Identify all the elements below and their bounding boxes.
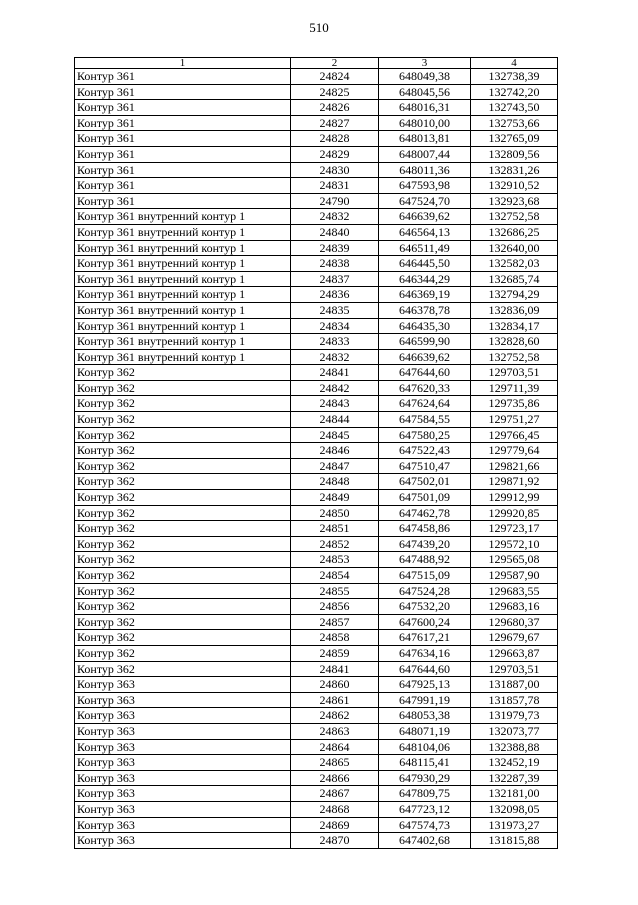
table-row	[75, 287, 558, 303]
point-number-cell: 24845	[291, 427, 379, 443]
table-row	[75, 334, 558, 350]
table-row	[75, 786, 558, 802]
coordinate-x-cell: 647809,75	[379, 786, 471, 802]
point-number-cell: 24829	[291, 146, 379, 162]
contour-name-cell: Контур 362	[75, 645, 291, 661]
table-row	[75, 817, 558, 833]
contour-name-cell: Контур 362	[75, 552, 291, 568]
contour-name-cell: Контур 361 внутренний контур 1	[75, 271, 291, 287]
table-row	[75, 240, 558, 256]
point-number-cell: 24848	[291, 474, 379, 490]
coordinate-x-cell: 646639,62	[379, 349, 471, 365]
contour-name-cell: Контур 361	[75, 131, 291, 147]
contour-name-cell: Контур 363	[75, 833, 291, 849]
coordinate-y-cell: 132765,09	[471, 131, 558, 147]
coordinate-y-cell: 129779,64	[471, 443, 558, 459]
coordinate-y-cell: 129751,27	[471, 412, 558, 428]
point-number-cell: 24853	[291, 552, 379, 568]
table-body	[75, 69, 558, 849]
coordinate-x-cell: 646511,49	[379, 240, 471, 256]
table-row	[75, 349, 558, 365]
point-number-cell: 24855	[291, 583, 379, 599]
point-number-cell: 24836	[291, 287, 379, 303]
coordinate-y-cell: 129920,85	[471, 505, 558, 521]
coordinate-y-cell: 131887,00	[471, 677, 558, 693]
contour-name-cell: Контур 362	[75, 412, 291, 428]
coordinate-x-cell: 647925,13	[379, 677, 471, 693]
table-row	[75, 443, 558, 459]
table-row	[75, 412, 558, 428]
coordinate-x-cell: 648104,06	[379, 739, 471, 755]
coordinate-y-cell: 132923,68	[471, 193, 558, 209]
coordinate-x-cell: 647502,01	[379, 474, 471, 490]
coordinate-x-cell: 647644,60	[379, 661, 471, 677]
coordinate-y-cell: 132753,66	[471, 115, 558, 131]
coordinate-x-cell: 646435,30	[379, 318, 471, 334]
contour-name-cell: Контур 362	[75, 583, 291, 599]
contour-name-cell: Контур 362	[75, 661, 291, 677]
point-number-cell: 24841	[291, 661, 379, 677]
table-row	[75, 692, 558, 708]
point-number-cell: 24865	[291, 755, 379, 771]
contour-name-cell: Контур 362	[75, 630, 291, 646]
point-number-cell: 24854	[291, 568, 379, 584]
table-row	[75, 708, 558, 724]
contour-name-cell: Контур 362	[75, 443, 291, 459]
contour-name-cell: Контур 362	[75, 427, 291, 443]
coordinate-y-cell: 132073,77	[471, 723, 558, 739]
coordinate-y-cell: 129766,45	[471, 427, 558, 443]
coordinates-table	[74, 57, 558, 849]
coordinate-x-cell: 647930,29	[379, 770, 471, 786]
column-header-4: 4	[471, 58, 558, 69]
coordinate-y-cell: 132752,58	[471, 209, 558, 225]
coordinate-y-cell: 129711,39	[471, 380, 558, 396]
point-number-cell: 24868	[291, 801, 379, 817]
contour-name-cell: Контур 362	[75, 396, 291, 412]
point-number-cell: 24869	[291, 817, 379, 833]
contour-name-cell: Контур 362	[75, 599, 291, 615]
table-row	[75, 755, 558, 771]
coordinate-y-cell: 129663,87	[471, 645, 558, 661]
table-row	[75, 131, 558, 147]
table-row	[75, 505, 558, 521]
coordinate-x-cell: 647584,55	[379, 412, 471, 428]
coordinate-x-cell: 647617,21	[379, 630, 471, 646]
contour-name-cell: Контур 361	[75, 69, 291, 85]
table-row	[75, 723, 558, 739]
contour-name-cell: Контур 362	[75, 380, 291, 396]
table-row	[75, 302, 558, 318]
point-number-cell: 24838	[291, 256, 379, 272]
table-header-row	[75, 58, 558, 69]
contour-name-cell: Контур 362	[75, 521, 291, 537]
point-number-cell: 24843	[291, 396, 379, 412]
contour-name-cell: Контур 361 внутренний контур 1	[75, 334, 291, 350]
table-row	[75, 100, 558, 116]
point-number-cell: 24857	[291, 614, 379, 630]
column-header-1: 1	[75, 58, 291, 69]
coordinate-y-cell: 132738,39	[471, 69, 558, 85]
table-row	[75, 193, 558, 209]
coordinate-y-cell: 129565,08	[471, 552, 558, 568]
contour-name-cell: Контур 361	[75, 84, 291, 100]
coordinate-y-cell: 129871,92	[471, 474, 558, 490]
contour-name-cell: Контур 361	[75, 178, 291, 194]
contour-name-cell: Контур 361 внутренний контур 1	[75, 224, 291, 240]
contour-name-cell: Контур 363	[75, 817, 291, 833]
coordinate-x-cell: 647524,28	[379, 583, 471, 599]
coordinate-x-cell: 648049,38	[379, 69, 471, 85]
contour-name-cell: Контур 361	[75, 193, 291, 209]
point-number-cell: 24828	[291, 131, 379, 147]
coordinate-x-cell: 647991,19	[379, 692, 471, 708]
contour-name-cell: Контур 361 внутренний контур 1	[75, 287, 291, 303]
table-row	[75, 458, 558, 474]
point-number-cell: 24825	[291, 84, 379, 100]
point-number-cell: 24835	[291, 302, 379, 318]
coordinate-x-cell: 647488,92	[379, 552, 471, 568]
point-number-cell: 24870	[291, 833, 379, 849]
table-row	[75, 552, 558, 568]
point-number-cell: 24867	[291, 786, 379, 802]
coordinate-y-cell: 132181,00	[471, 786, 558, 802]
coordinate-y-cell: 131815,88	[471, 833, 558, 849]
coordinate-y-cell: 132828,60	[471, 334, 558, 350]
column-header-3: 3	[379, 58, 471, 69]
coordinate-x-cell: 647501,09	[379, 490, 471, 506]
table-row	[75, 256, 558, 272]
point-number-cell: 24841	[291, 365, 379, 381]
page-number: 510	[309, 20, 329, 35]
contour-name-cell: Контур 361 внутренний контур 1	[75, 349, 291, 365]
point-number-cell: 24850	[291, 505, 379, 521]
point-number-cell: 24864	[291, 739, 379, 755]
table-row	[75, 115, 558, 131]
point-number-cell: 24856	[291, 599, 379, 615]
coordinate-y-cell: 129683,55	[471, 583, 558, 599]
point-number-cell: 24840	[291, 224, 379, 240]
table-row	[75, 224, 558, 240]
contour-name-cell: Контур 363	[75, 801, 291, 817]
contour-name-cell: Контур 363	[75, 786, 291, 802]
coordinate-y-cell: 132686,25	[471, 224, 558, 240]
point-number-cell: 24839	[291, 240, 379, 256]
coordinate-x-cell: 648010,00	[379, 115, 471, 131]
coordinate-x-cell: 647524,70	[379, 193, 471, 209]
point-number-cell: 24852	[291, 536, 379, 552]
coordinate-y-cell: 129680,37	[471, 614, 558, 630]
contour-name-cell: Контур 363	[75, 677, 291, 693]
table-row	[75, 380, 558, 396]
table-row	[75, 178, 558, 194]
point-number-cell: 24830	[291, 162, 379, 178]
coordinate-x-cell: 647532,20	[379, 599, 471, 615]
point-number-cell: 24851	[291, 521, 379, 537]
coordinate-y-cell: 132910,52	[471, 178, 558, 194]
contour-name-cell: Контур 361 внутренний контур 1	[75, 240, 291, 256]
table-row	[75, 568, 558, 584]
table-row	[75, 801, 558, 817]
contour-name-cell: Контур 361	[75, 100, 291, 116]
coordinate-x-cell: 646445,50	[379, 256, 471, 272]
contour-name-cell: Контур 362	[75, 614, 291, 630]
coordinate-x-cell: 647515,09	[379, 568, 471, 584]
point-number-cell: 24844	[291, 412, 379, 428]
coordinate-y-cell: 132640,00	[471, 240, 558, 256]
coordinate-x-cell: 647462,78	[379, 505, 471, 521]
coordinate-y-cell: 129683,16	[471, 599, 558, 615]
point-number-cell: 24866	[291, 770, 379, 786]
coordinate-y-cell: 129723,17	[471, 521, 558, 537]
coordinate-y-cell: 132743,50	[471, 100, 558, 116]
contour-name-cell: Контур 362	[75, 458, 291, 474]
coordinate-x-cell: 646564,13	[379, 224, 471, 240]
point-number-cell: 24837	[291, 271, 379, 287]
point-number-cell: 24842	[291, 380, 379, 396]
coordinate-x-cell: 648016,31	[379, 100, 471, 116]
contour-name-cell: Контур 363	[75, 708, 291, 724]
coordinate-y-cell: 132836,09	[471, 302, 558, 318]
coordinate-x-cell: 647458,86	[379, 521, 471, 537]
table-row	[75, 490, 558, 506]
contour-name-cell: Контур 361 внутренний контур 1	[75, 318, 291, 334]
point-number-cell: 24827	[291, 115, 379, 131]
coordinate-y-cell: 132794,29	[471, 287, 558, 303]
coordinate-y-cell: 131973,27	[471, 817, 558, 833]
contour-name-cell: Контур 363	[75, 770, 291, 786]
contour-name-cell: Контур 361 внутренний контур 1	[75, 256, 291, 272]
table-row	[75, 271, 558, 287]
coordinate-y-cell: 129703,51	[471, 365, 558, 381]
point-number-cell: 24846	[291, 443, 379, 459]
point-number-cell: 24831	[291, 178, 379, 194]
coordinate-y-cell: 132742,20	[471, 84, 558, 100]
point-number-cell: 24860	[291, 677, 379, 693]
coordinate-y-cell: 129703,51	[471, 661, 558, 677]
coordinate-x-cell: 647620,33	[379, 380, 471, 396]
table-row	[75, 661, 558, 677]
point-number-cell: 24834	[291, 318, 379, 334]
coordinate-x-cell: 647644,60	[379, 365, 471, 381]
table-row	[75, 427, 558, 443]
coordinate-x-cell: 648013,81	[379, 131, 471, 147]
coordinate-x-cell: 648045,56	[379, 84, 471, 100]
coordinate-x-cell: 647402,68	[379, 833, 471, 849]
column-header-2: 2	[291, 58, 379, 69]
point-number-cell: 24859	[291, 645, 379, 661]
contour-name-cell: Контур 362	[75, 568, 291, 584]
coordinate-y-cell: 132582,03	[471, 256, 558, 272]
table-row	[75, 630, 558, 646]
point-number-cell: 24863	[291, 723, 379, 739]
contour-name-cell: Контур 361	[75, 115, 291, 131]
table-row	[75, 209, 558, 225]
table-row	[75, 583, 558, 599]
coordinate-x-cell: 648007,44	[379, 146, 471, 162]
contour-name-cell: Контур 361 внутренний контур 1	[75, 209, 291, 225]
coordinate-y-cell: 129735,86	[471, 396, 558, 412]
point-number-cell: 24833	[291, 334, 379, 350]
coordinate-y-cell: 132752,58	[471, 349, 558, 365]
coordinate-y-cell: 129572,10	[471, 536, 558, 552]
contour-name-cell: Контур 362	[75, 536, 291, 552]
table-row	[75, 162, 558, 178]
contour-name-cell: Контур 363	[75, 739, 291, 755]
point-number-cell: 24826	[291, 100, 379, 116]
coordinate-y-cell: 131857,78	[471, 692, 558, 708]
coordinate-y-cell: 129587,90	[471, 568, 558, 584]
point-number-cell: 24861	[291, 692, 379, 708]
coordinate-x-cell: 647624,64	[379, 396, 471, 412]
contour-name-cell: Контур 361 внутренний контур 1	[75, 302, 291, 318]
point-number-cell: 24832	[291, 349, 379, 365]
coordinate-x-cell: 648053,38	[379, 708, 471, 724]
coordinate-y-cell: 132809,56	[471, 146, 558, 162]
table-row	[75, 318, 558, 334]
coordinate-y-cell: 132685,74	[471, 271, 558, 287]
table-row	[75, 599, 558, 615]
table-row	[75, 536, 558, 552]
coordinate-y-cell: 131979,73	[471, 708, 558, 724]
coordinate-x-cell: 647522,43	[379, 443, 471, 459]
coordinate-y-cell: 129912,99	[471, 490, 558, 506]
table-row	[75, 474, 558, 490]
table-row	[75, 833, 558, 849]
point-number-cell: 24847	[291, 458, 379, 474]
coordinate-y-cell: 129679,67	[471, 630, 558, 646]
contour-name-cell: Контур 361	[75, 146, 291, 162]
table-row	[75, 770, 558, 786]
coordinate-x-cell: 647574,73	[379, 817, 471, 833]
contour-name-cell: Контур 362	[75, 490, 291, 506]
contour-name-cell: Контур 361	[75, 162, 291, 178]
table-row	[75, 84, 558, 100]
table-row	[75, 146, 558, 162]
coordinate-x-cell: 648071,19	[379, 723, 471, 739]
point-number-cell: 24858	[291, 630, 379, 646]
table-row	[75, 739, 558, 755]
coordinate-x-cell: 648115,41	[379, 755, 471, 771]
coordinate-x-cell: 647593,98	[379, 178, 471, 194]
coordinate-x-cell: 647600,24	[379, 614, 471, 630]
contour-name-cell: Контур 362	[75, 474, 291, 490]
table-row	[75, 521, 558, 537]
coordinate-x-cell: 646344,29	[379, 271, 471, 287]
coordinate-x-cell: 648011,36	[379, 162, 471, 178]
coordinate-y-cell: 132452,19	[471, 755, 558, 771]
table-row	[75, 396, 558, 412]
coordinate-x-cell: 647510,47	[379, 458, 471, 474]
contour-name-cell: Контур 362	[75, 365, 291, 381]
contour-name-cell: Контур 363	[75, 692, 291, 708]
coordinate-x-cell: 647439,20	[379, 536, 471, 552]
contour-name-cell: Контур 363	[75, 755, 291, 771]
coordinate-x-cell: 646599,90	[379, 334, 471, 350]
point-number-cell: 24849	[291, 490, 379, 506]
point-number-cell: 24832	[291, 209, 379, 225]
point-number-cell: 24824	[291, 69, 379, 85]
table-row	[75, 677, 558, 693]
coordinate-x-cell: 646639,62	[379, 209, 471, 225]
coordinate-x-cell: 647580,25	[379, 427, 471, 443]
coordinate-y-cell: 132287,39	[471, 770, 558, 786]
table-row	[75, 69, 558, 85]
table-row	[75, 614, 558, 630]
coordinate-x-cell: 647634,16	[379, 645, 471, 661]
coordinate-y-cell: 129821,66	[471, 458, 558, 474]
contour-name-cell: Контур 362	[75, 505, 291, 521]
point-number-cell: 24790	[291, 193, 379, 209]
coordinate-y-cell: 132388,88	[471, 739, 558, 755]
point-number-cell: 24862	[291, 708, 379, 724]
coordinate-y-cell: 132831,26	[471, 162, 558, 178]
contour-name-cell: Контур 363	[75, 723, 291, 739]
coordinate-x-cell: 646369,19	[379, 287, 471, 303]
table-row	[75, 645, 558, 661]
coordinate-x-cell: 646378,78	[379, 302, 471, 318]
coordinate-y-cell: 132834,17	[471, 318, 558, 334]
table-row	[75, 365, 558, 381]
coordinate-x-cell: 647723,12	[379, 801, 471, 817]
coordinate-y-cell: 132098,05	[471, 801, 558, 817]
